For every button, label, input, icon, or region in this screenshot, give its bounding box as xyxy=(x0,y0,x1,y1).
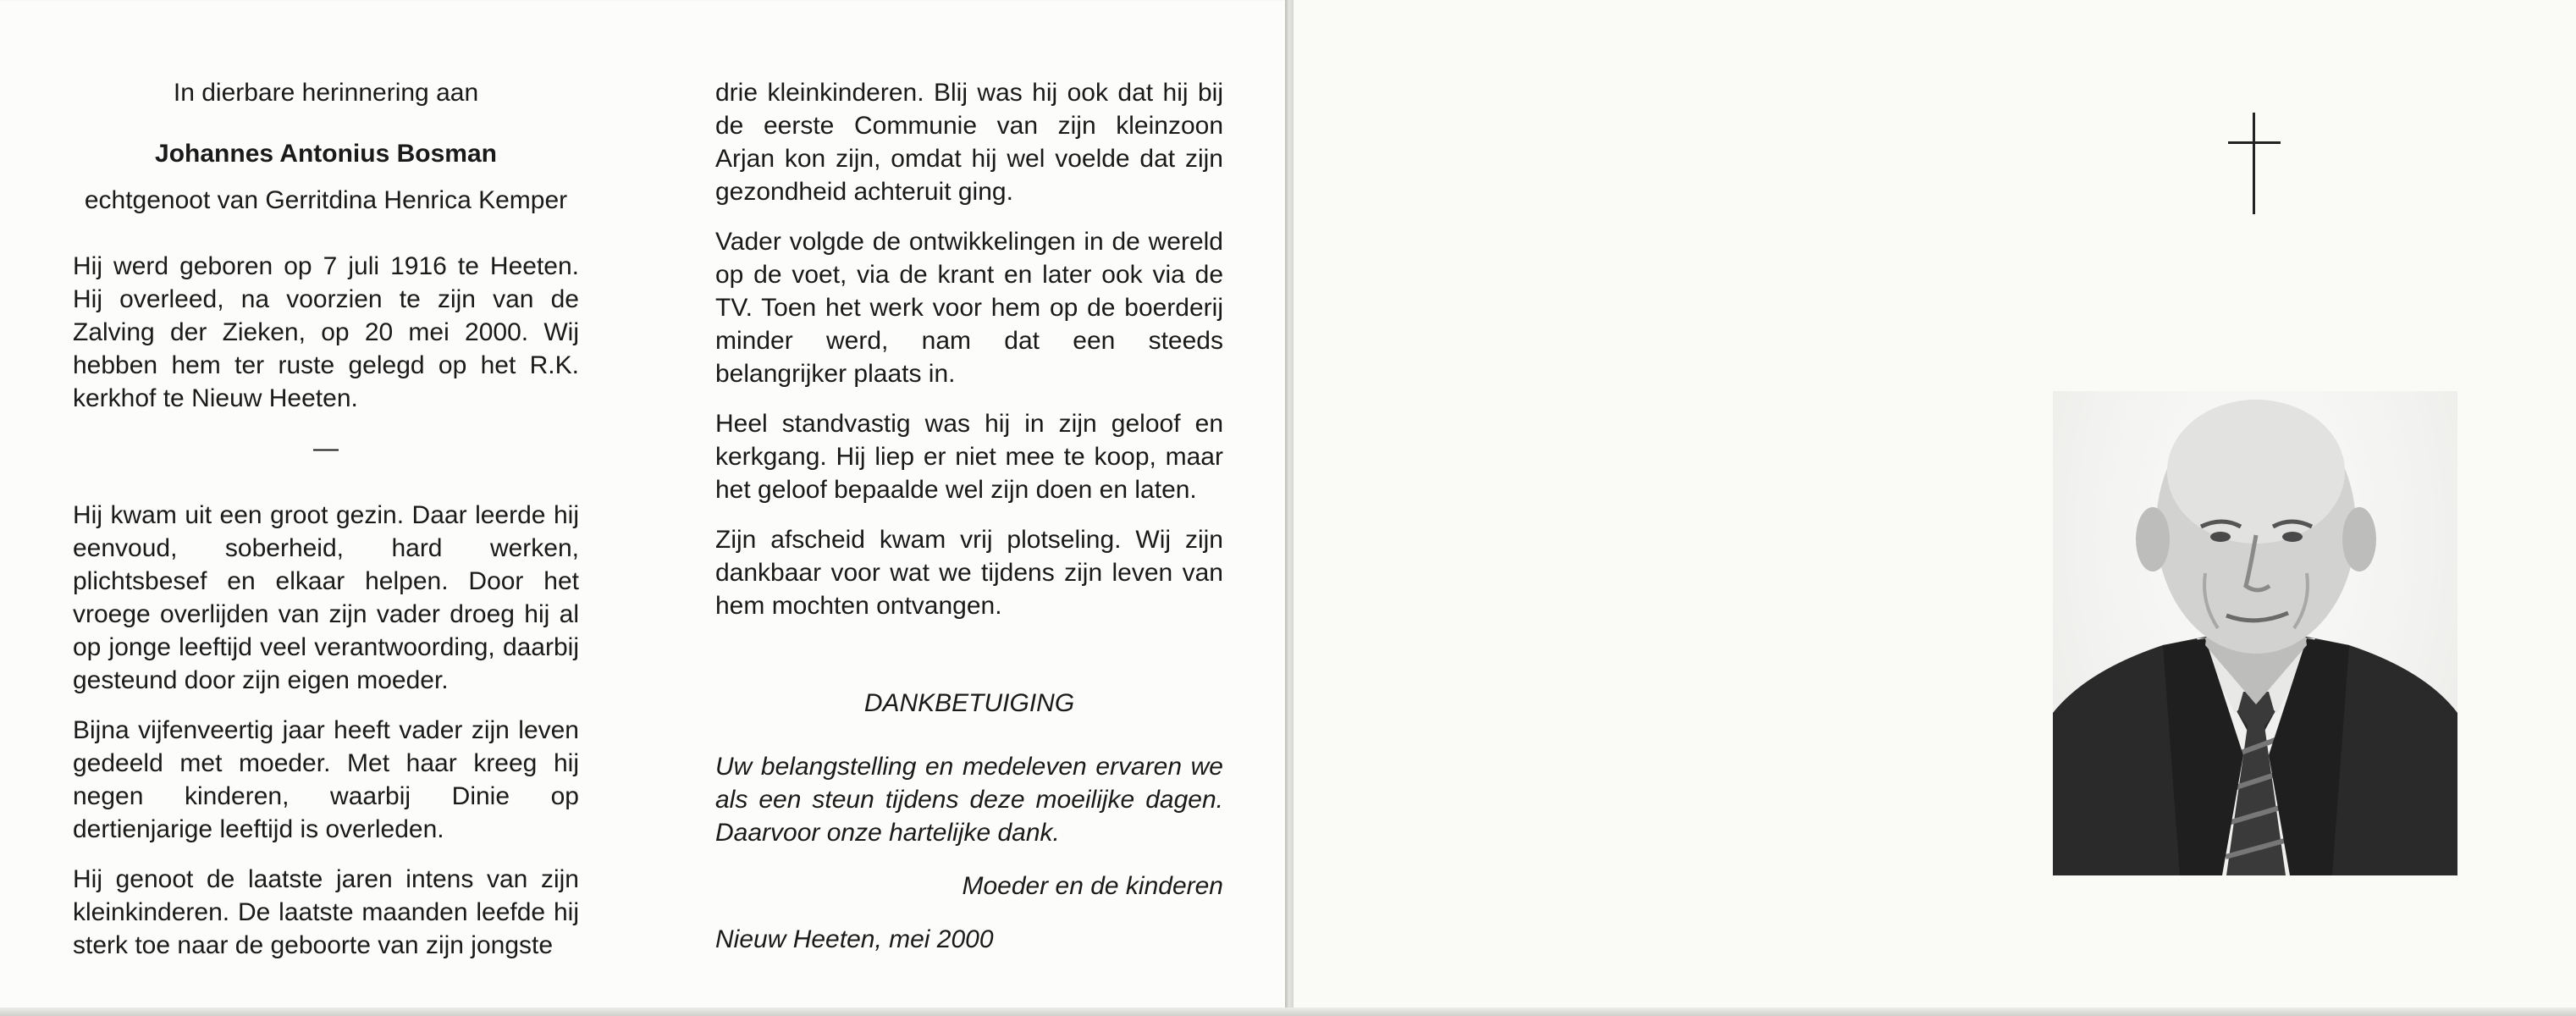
intro-line: In dierbare herinnering aan xyxy=(173,79,479,107)
deceased-name: Johannes Antonius Bosman xyxy=(155,140,497,168)
card-bottom-edge xyxy=(0,1008,2576,1016)
signature: Moeder en de kinderen xyxy=(962,872,1223,900)
paragraph: Heel standvastig was hij in zijn geloof en kerkgang. Hij liep er niet mee te koop, maar het geloof bepaalde wel zijn doen en laten. xyxy=(715,410,1223,504)
paragraph: Zijn afscheid kwam vrij plotseling. Wij zijn dankbaar voor wat we tijdens zijn leven van hem mochten ontvangen. xyxy=(715,526,1223,620)
paragraph: Bijna vijfenveertig jaar heeft vader zijn leven gedeeld met moeder. Met haar kreeg hij negen kinderen, waarbij Dinie op dertienjarige leeftijd is overleden. xyxy=(73,716,579,843)
thanks-heading: DANKBETUIGING xyxy=(863,689,1075,717)
paragraph: Hij genoot de laatste jaren intens van zijn kleinkinderen. De laatste maanden leefde hij sterk toe naar de geboorte van zijn jongste xyxy=(73,865,579,959)
cross-icon xyxy=(2228,113,2281,214)
thanks-text: Uw belangstelling en medeleven ervaren we als een steun tijdens deze moeilijke dagen. Daarvoor onze hartelijke dank. xyxy=(715,753,1223,847)
paragraph: Hij werd geboren op 7 juli 1916 te Heeten. Hij overleed, na voorzien te zijn van de Zalving der Zieken, op 20 mei 2000. Wij hebben hem ter ruste gelegd op het R.K. kerkhof te Nieuw Heeten. xyxy=(73,252,579,412)
spouse-line: echtgenoot van Gerritdina Henrica Kemper xyxy=(84,186,568,214)
text-column-right xyxy=(715,76,1223,956)
text-column-left xyxy=(73,76,579,979)
portrait-photo xyxy=(2053,391,2457,875)
place-date: Nieuw Heeten, mei 2000 xyxy=(715,925,994,953)
paragraph: drie kleinkinderen. Blij was hij ook dat hij bij de eerste Communie van zijn kleinzoon Arjan kon zijn, omdat hij wel voelde dat zijn gezondheid achteruit ging. xyxy=(715,79,1223,206)
paragraph: Hij kwam uit een groot gezin. Daar leerde hij eenvoud, soberheid, hard werken, plichtsbesef en elkaar helpen. Door het vroege overlijden van zijn vader droeg hij al op jonge leeftijd veel verantwoording, daarbij gesteund door zijn eigen moeder. xyxy=(73,501,579,694)
separator-dash: — xyxy=(313,434,339,462)
paragraph: Vader volgde de ontwikkelingen in de wereld op de voet, via de krant en later ook via de TV. Toen het werk voor hem op de boerderij minder werd, nam dat een steeds belangrijker plaats in. xyxy=(715,228,1223,388)
